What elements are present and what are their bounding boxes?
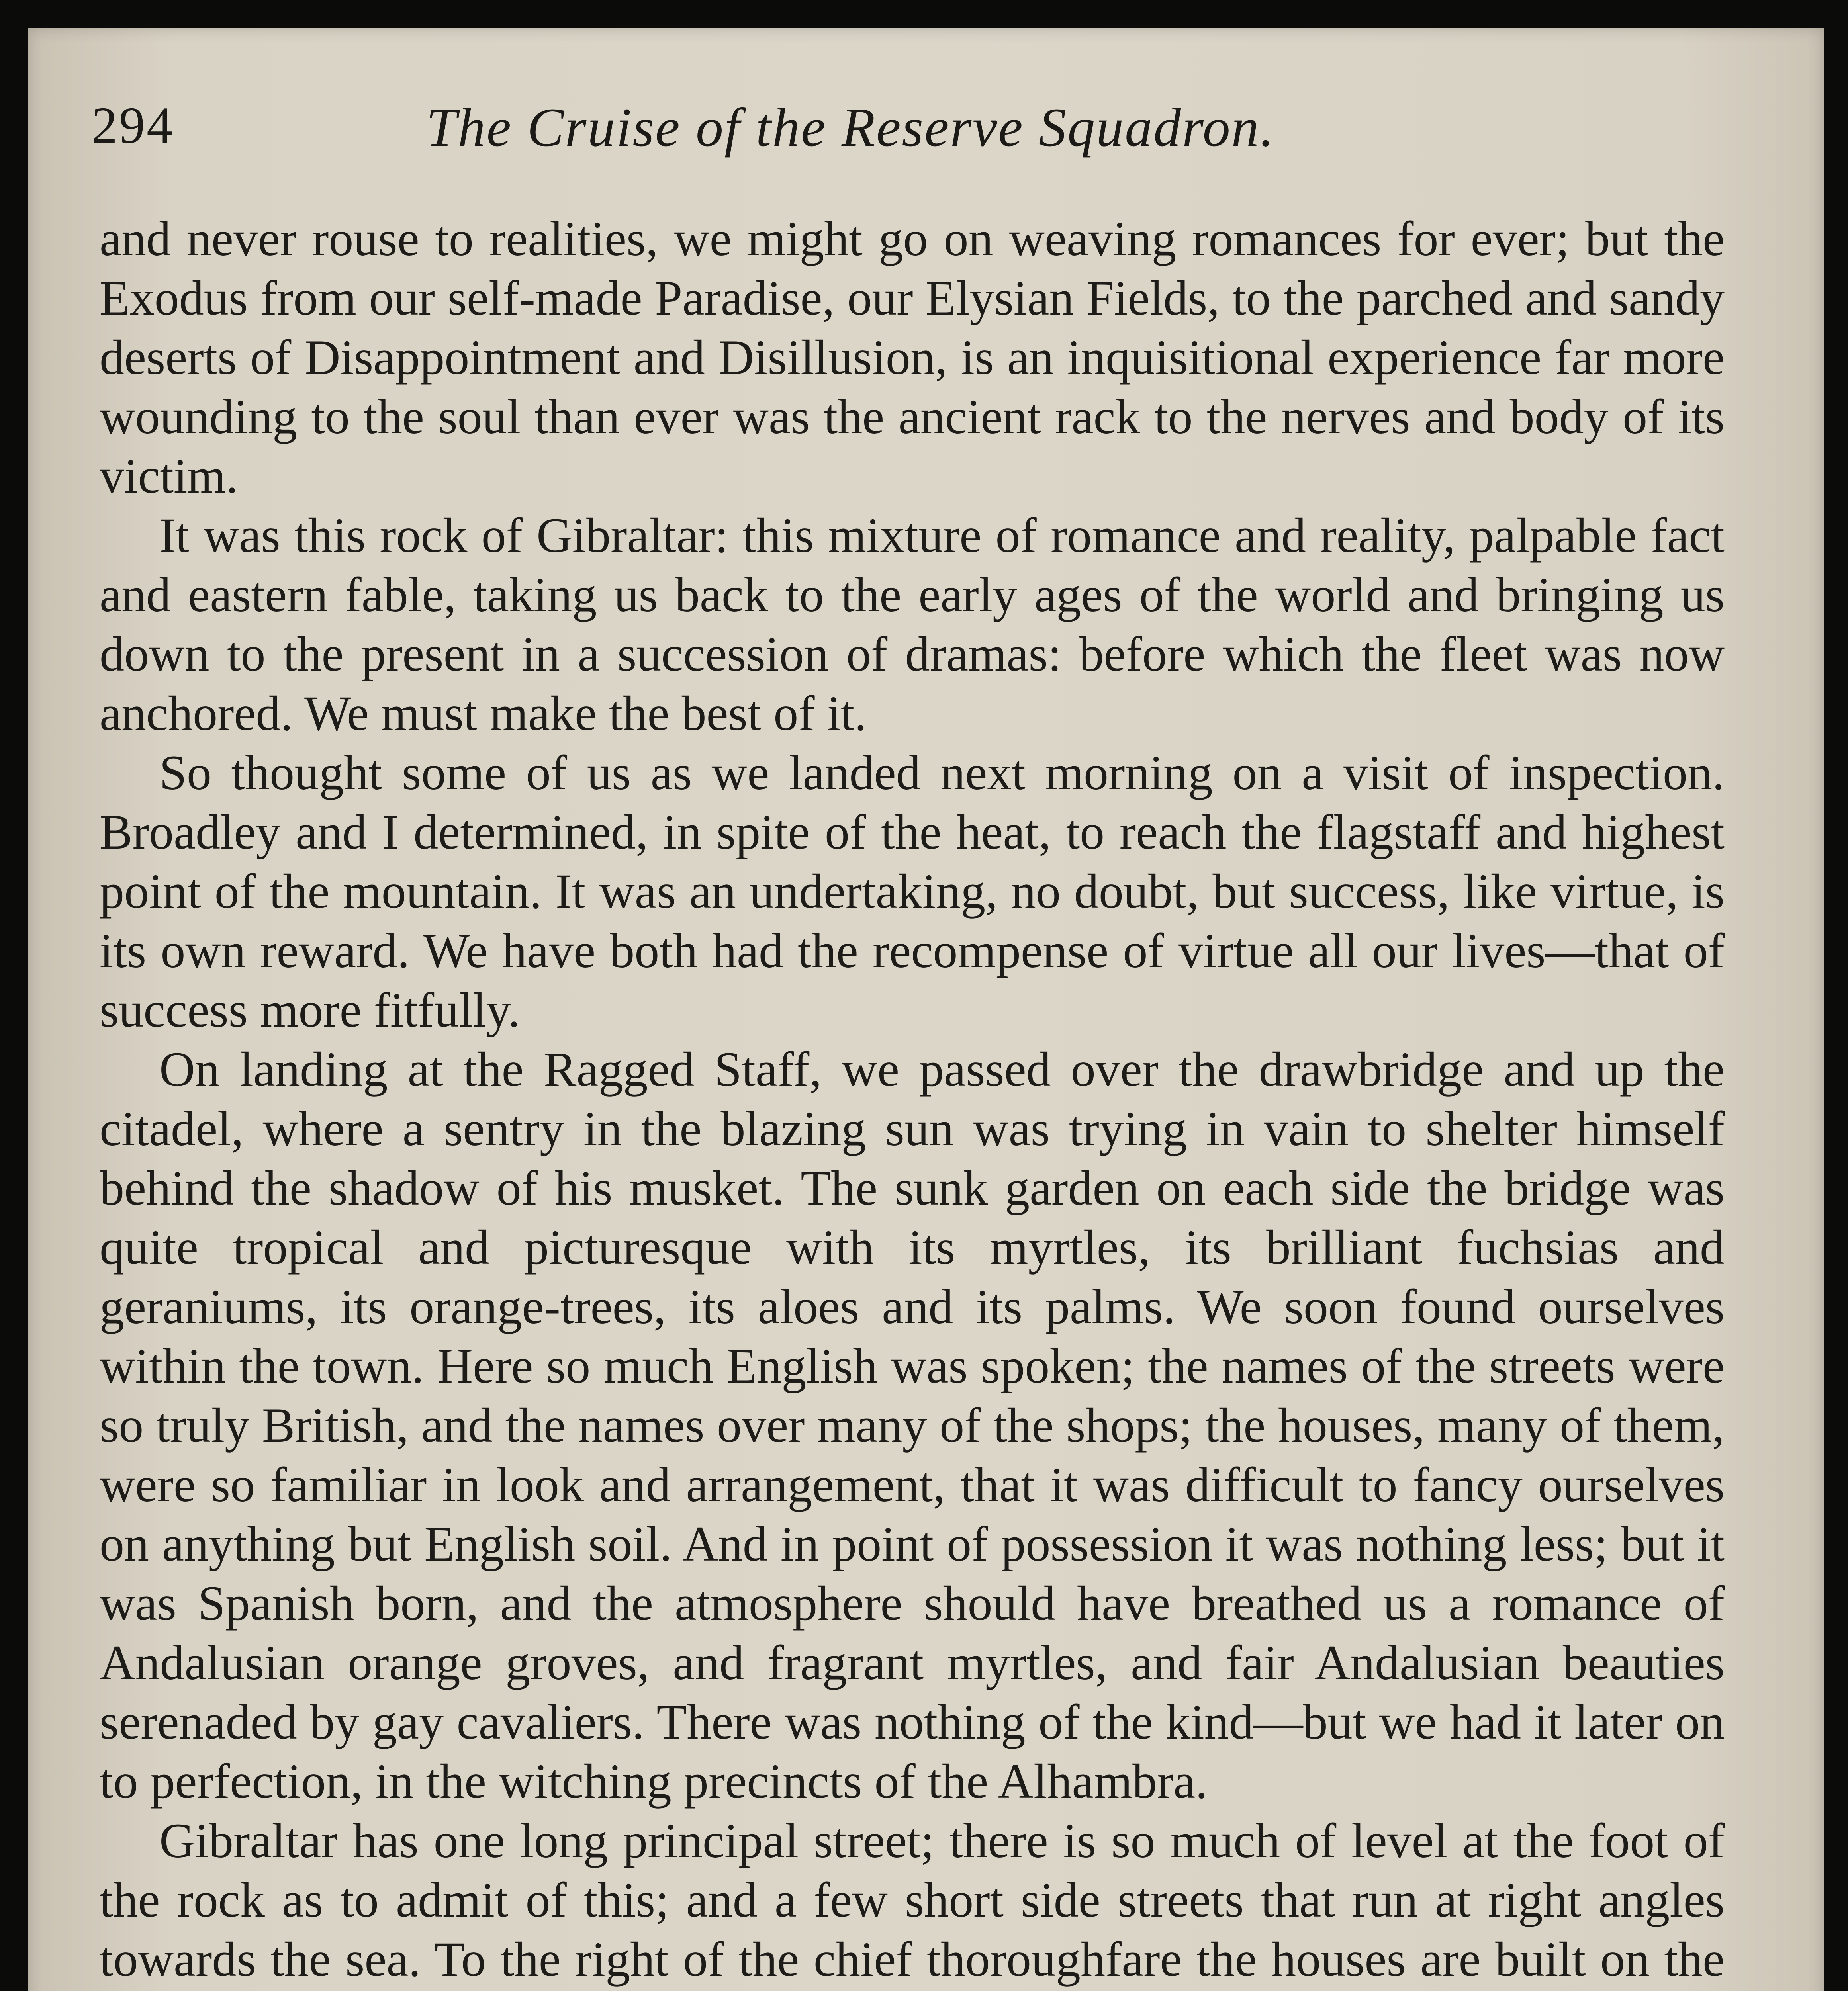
book-page <box>28 28 1824 1991</box>
paragraph: So thought some of us as we landed next morning on a visit of inspection. Broadley and I determined, in spite of the heat, to reach the flagstaff and highest point of the mountain. It was an undertaking, no doubt, but success, like virtue, is its own reward. We have both had the recompense of virtue all our lives—that of success more fitfully. <box>100 745 1725 1037</box>
page-header <box>92 96 1685 199</box>
paragraph: On landing at the Ragged Staff, we passed over the drawbridge and up the citadel, where a sentry in the blazing sun was trying in vain to shelter himself behind the shadow of his musket. The sunk garden on each side the bridge was quite tropical and picturesque with its myrtles, its brilliant fuchsias and geraniums, its orange-trees, its aloes and its palms. We soon found ourselves within the town. Here so much English was spoken; the names of the streets were so truly British, and the names over many of the shops; the houses, many of them, were so familiar in look and arrangement, that it was difficult to fancy ourselves on anything but English soil. And in point of possession it was nothing less; but it was Spanish born, and the atmosphere should have breathed us a romance of Andalusian orange groves, and fragrant myrtles, and fair Andalusian beauties serenaded by gay cavaliers. There was nothing of the kind—but we had it later on to perfection, in the witching precincts of the Alhambra. <box>100 1042 1725 1809</box>
paragraph: Gibraltar has one long principal street; there is so much of level at the foot of the rock as to admit of this; and a few short side streets that run at right angles towards the sea. To the right of the chief thoroughfare the houses are built on the <box>100 1813 1725 1987</box>
paragraph: It was this rock of Gibraltar: this mixture of romance and reality, palpable fact and eastern fable, taking us back to the early ages of the world and bringing us down to the present in a succession of dramas: before which the fleet was now anchored. We must make the best of it. <box>100 508 1725 741</box>
paragraph: and never rouse to realities, we might go on weaving romances for ever; but the Exodus from our self-made Paradise, our Elysian Fields, to the parched and sandy deserts of Disappointment and Disillusion, is an inquisitional experience far more wounding to the soul than ever was the ancient rack to the nerves and body of its victim. <box>100 211 1725 503</box>
running-title: The Cruise of the Reserve Squadron. <box>426 97 1275 158</box>
body-text <box>100 209 1725 1991</box>
page-number: 294 <box>92 97 174 154</box>
